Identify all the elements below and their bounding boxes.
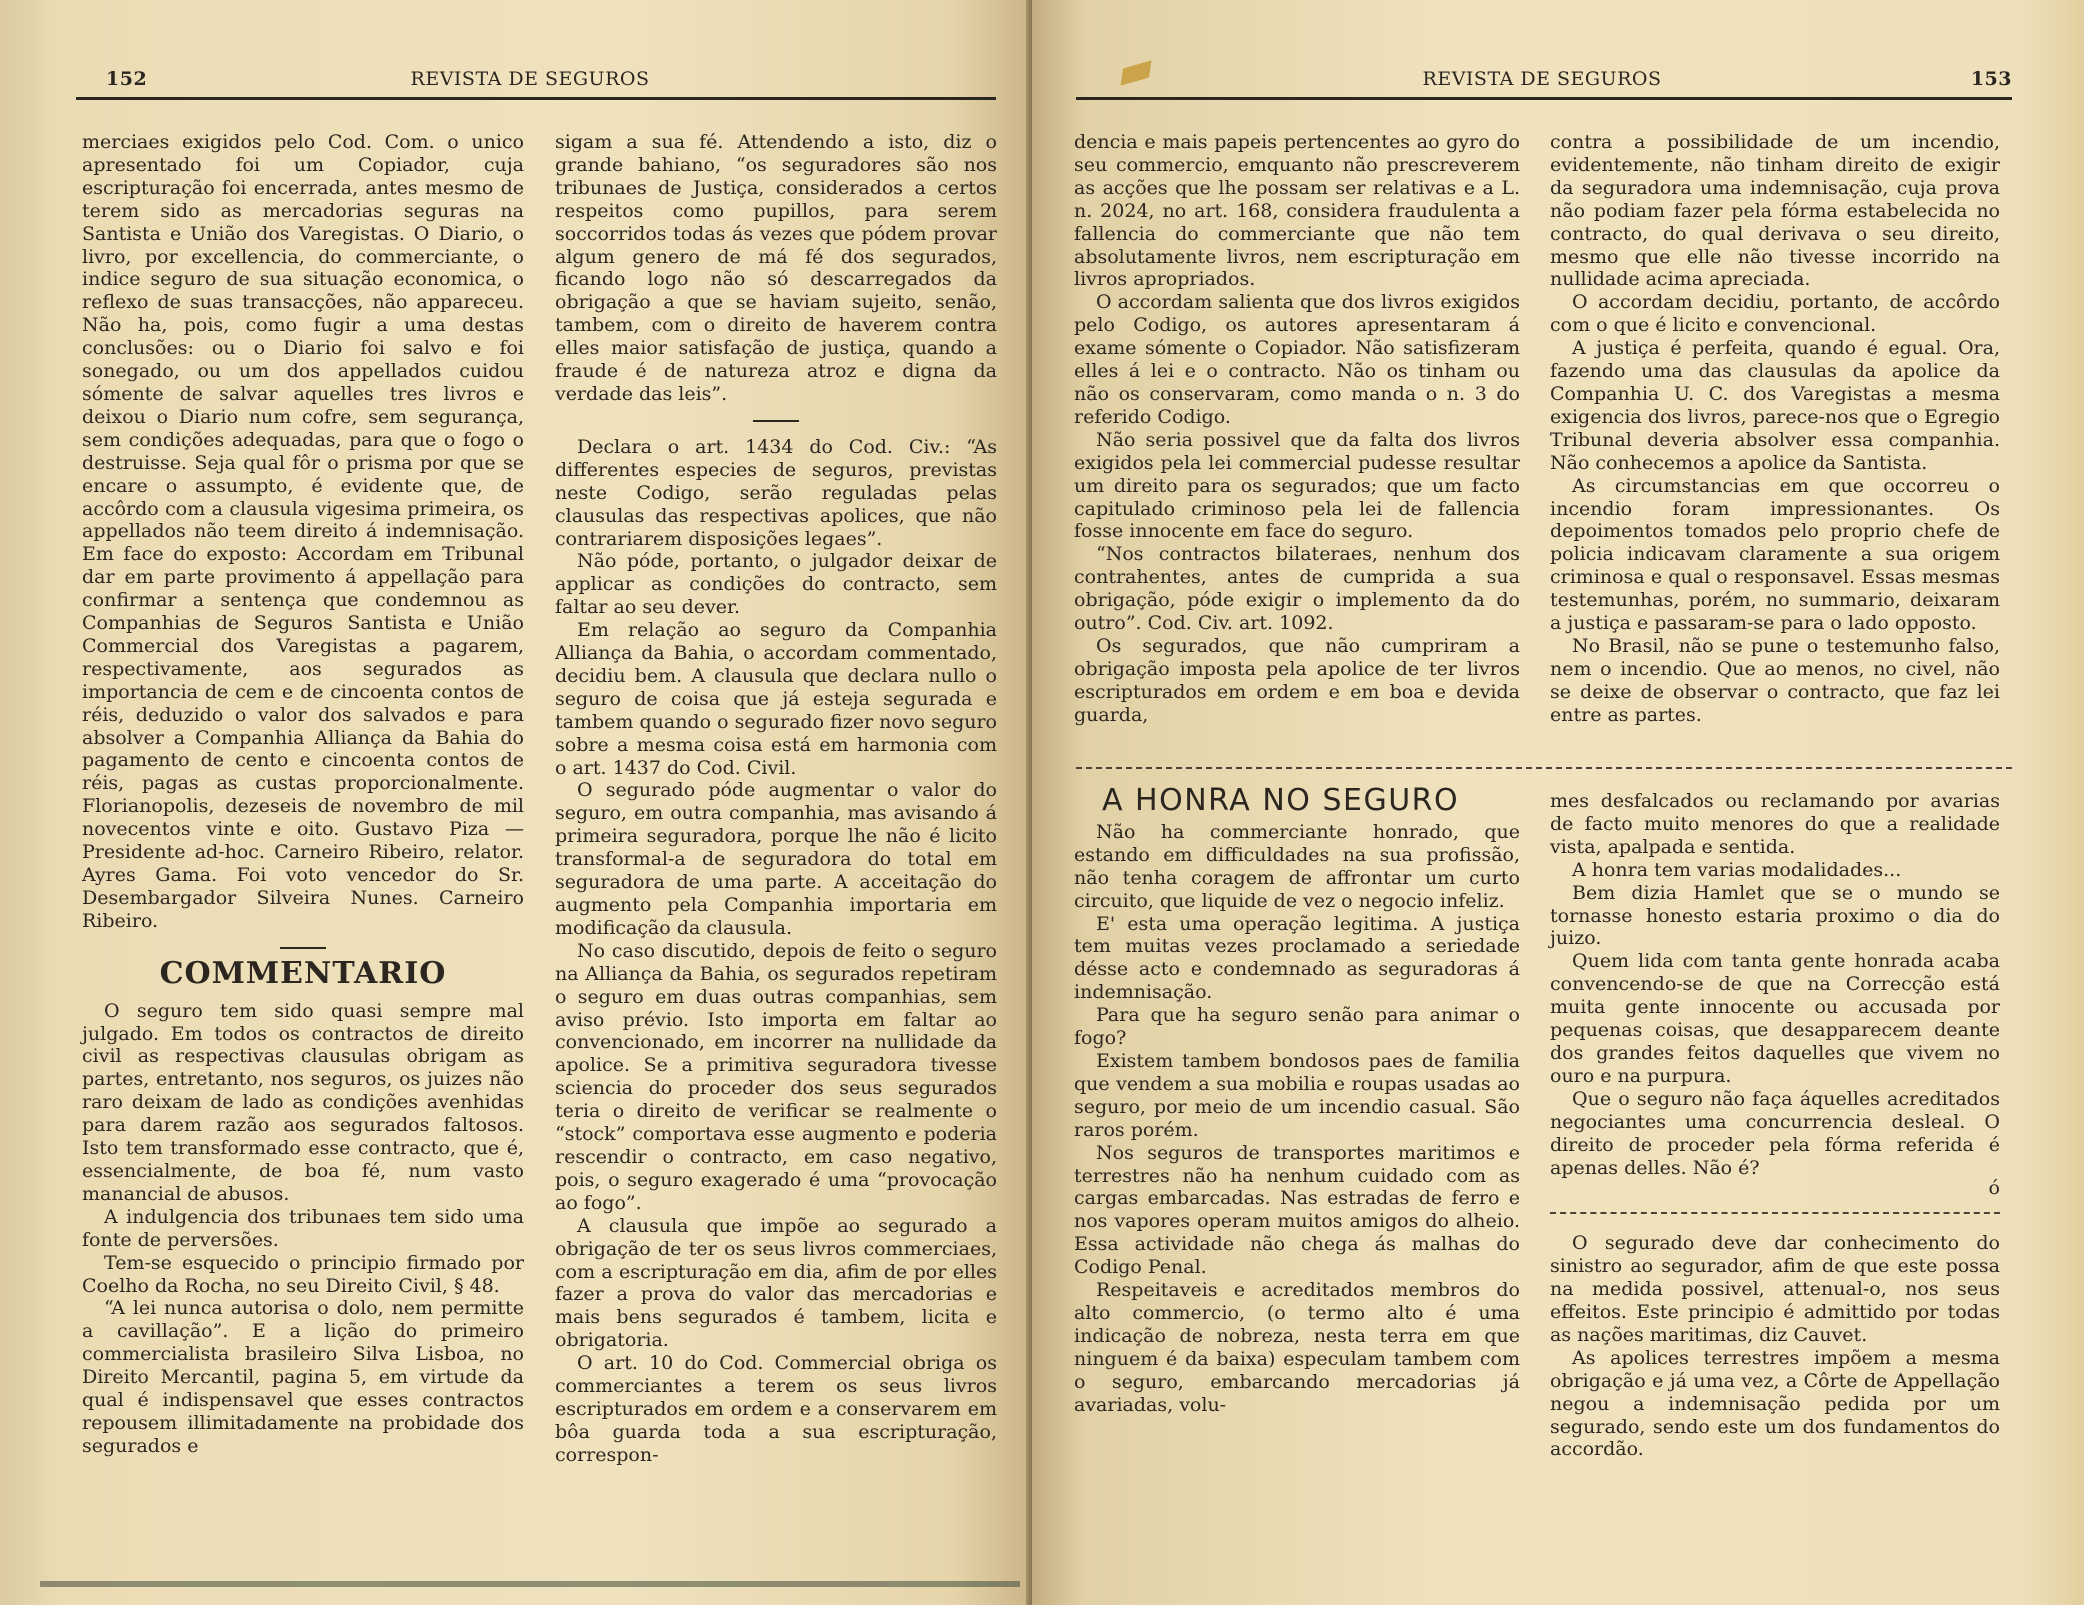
commentary-paragraph: Declara o art. 1434 do Cod. Civ.: “As differentes especies de seguros, previstas neste Codigo, serão reguladas pelas clausulas das respectivas apolices, que não contrariarem disposições legaes”. bbox=[555, 435, 997, 550]
honra-paragraph: Respeitaveis e acreditados membros do alto commercio, (o termo alto é uma indicação de nobreza, nesta terra em que ninguem é da baixa) especulam tambem com o seguro, embarcando mercadorias já avariadas, volu- bbox=[1074, 1279, 1520, 1416]
commentary-paragraph: Os segurados, que não cumpriram a obrigação imposta pela apolice de ter livros escripturados em ordem e em boa e devida guarda, bbox=[1074, 634, 1520, 726]
right-column-1 bbox=[1074, 131, 1520, 727]
left-header-rule bbox=[76, 97, 996, 100]
honra-paragraph: Bem dizia Hamlet que se o mundo se tornasse honesto estaria proximo o dia do juizo. bbox=[1550, 881, 2000, 950]
continued-paragraph: sigam a sua fé. Attendendo a isto, diz o grande bahiano, “os seguradores são nos tribunaes de Justiça, considerados a certos respeitos como pupillos, para serem soccorridos todas ás vezes que pódem provar algum genero de má fé dos segurados, ficando logo não só descarregados da obrigação a que se haviam sujeito, senão, tambem, com o direito de haverem contra elles maior satisfação de justiça, quando a fraude é de natureza atroz e digna da verdade das leis”. bbox=[555, 131, 997, 405]
left-column-2 bbox=[555, 131, 997, 1467]
honra-paragraph: Não ha commerciante honrado, que estando em difficuldades na sua profissão, não tenha coragem de affrontar um curto circuito, que liquide de vez o negocio infeliz. bbox=[1074, 820, 1520, 912]
commentary-paragraph: O art. 10 do Cod. Commercial obriga os commerciantes a terem os seus livros escripturados em ordem e a conservarem em bôa guarda toda a sua escripturação, correspon- bbox=[555, 1352, 997, 1466]
commentary-paragraph: A justiça é perfeita, quando é egual. Ora, fazendo uma das clausulas da apolice da Companhia U. C. dos Varegistas a mesma exigencia dos livros, parece-nos que o Egregio Tribunal deveria absolver essa companhia. Não conhecemos a apolice da Santista. bbox=[1550, 337, 2000, 474]
section-separator bbox=[753, 420, 799, 422]
commentary-paragraph: contra a possibilidade de um incendio, evidentemente, não tinham direito de exigir da seguradora uma indemnisação, cuja prova não podiam fazer pela fórma estabelecida no contracto, do qual derivava o seu direito, mesmo que elle não tivesse incorrido na nullidade acima apreciada. bbox=[1550, 131, 2000, 291]
honra-paragraph: mes desfalcados ou reclamando por avarias de facto muito menores do que a realidade vista, apalpada e sentida. bbox=[1550, 790, 2000, 858]
commentary-paragraph: O segurado póde augmentar o valor do seguro, em outra companhia, mas avisando á primeira seguradora, porque lhe não é licito transformal-a de seguradora do total em seguradora de uma parte. A acceitação do augmento pela Companhia importaria em modificação da clausula. bbox=[555, 779, 997, 939]
left-header-title: REVISTA DE SEGUROS bbox=[410, 68, 650, 90]
commentary-paragraph: Tem-se esquecido o principio firmado por Coelho da Rocha, no seu Direito Civil, § 48. bbox=[82, 1251, 524, 1297]
section-divider bbox=[1076, 767, 2012, 769]
section-separator bbox=[280, 947, 326, 949]
section-divider bbox=[1550, 1212, 2000, 1214]
commentary-paragraph: Em relação ao seguro da Companhia Alliança da Bahia, o accordam commentado, decidiu bem. A clausula que declara nullo o seguro de coisa que já esteja segurada e tambem quando o segurado fizer novo seguro sobre a mesma coisa está em harmonia com o art. 1437 do Cod. Civil. bbox=[555, 619, 997, 779]
left-page bbox=[0, 0, 1032, 1605]
binding-edge bbox=[40, 1581, 1020, 1587]
commentary-paragraph: O seguro tem sido quasi sempre mal julgado. Em todos os contractos de direito civil as respectivas clausulas obrigam as partes, entretanto, nos seguros, os juizes não raro deixam de lado as condições avenhidas para darem razão aos segurados faltosos. Isto tem transformado esse contracto, que é, essencialmente, de boa fé, num vasto manancial de abusos. bbox=[82, 999, 524, 1205]
right-page-number: 153 bbox=[1970, 68, 2012, 90]
honra-paragraph: Nos seguros de transportes maritimos e terrestres não ha nenhum cuidado com as cargas embarcadas. Nas estradas de ferro e nos vapores operam muitos amigos do alheio. Essa actividade não chega ás malhas do Codigo Penal. bbox=[1074, 1141, 1520, 1279]
commentary-paragraph: A clausula que impõe ao segurado a obrigação de ter os seus livros commerciaes, com a escripturação em dia, afim de por elles fazer a prova do valor das mercadorias e mais bens segurados é tambem, licita e obrigatoria. bbox=[555, 1214, 997, 1352]
commentary-paragraph: No caso discutido, depois de feito o seguro na Alliança da Bahia, os segurados repetiram o seguro em duas outras companhias, sem aviso prévio. Isto importa em faltar ao convencionado, em incorrer na nullidade da apolice. Se a primitiva seguradora tivesse sciencia do proceder dos seus segurados teria o direito de verificar se realmente o “stock” comportava esse augmento e poderia rescendir o contracto, em caso negativo, pois, o seguro exagerado é uma “provocação ao fogo”. bbox=[555, 939, 997, 1214]
honra-heading: A HONRA NO SEGURO bbox=[1102, 783, 1460, 818]
commentary-paragraph: O accordam decidiu, portanto, de accôrdo com o que é licito e convencional. bbox=[1550, 291, 2000, 337]
left-column-1 bbox=[82, 131, 524, 1458]
commentary-paragraph: “Nos contractos bilateraes, nenhum dos contrahentes, antes de cumprida a sua obrigação, póde exigir o implemento da do outro”. Cod. Civ. art. 1092. bbox=[1074, 543, 1520, 635]
honra-paragraph: A honra tem varias modalidades... bbox=[1572, 858, 1902, 881]
sinistro-paragraph: As apolices terrestres impõem a mesma obrigação e já uma vez, a Côrte de Appellação negou a indemnisação pedida por um segurado, sendo este um dos fundamentos do accordão. bbox=[1550, 1346, 2000, 1461]
right-column-2 bbox=[1550, 131, 2000, 727]
commentary-paragraph: Não seria possivel que da falta dos livros exigidos pela lei commercial pudesse resultar um direito para os segurados; que um facto capitulado criminoso pela lei de fallencia fosse innocente em face do seguro. bbox=[1074, 428, 1520, 543]
accordam-text: merciaes exigidos pelo Cod. Com. o unico apresentado foi um Copiador, cuja escripturação foi encerrada, antes mesmo de terem sido as mercadorias seguras na Santista e União dos Varegistas. O Diario, o livro, por excellencia, do commerciante, o indice seguro de sua situação economica, o reflexo de suas transacções, não appareceu. Não ha, pois, como fugir a uma destas conclusões: ou o Diario foi salvo e foi sonegado, ou um dos appellados cuidou sómente de salvar aquelles tres livros e deixou o Diario num cofre, sem segurança, sem condições adequadas, para que o fogo o destruisse. Seja qual fôr o prisma por que se encare o assumpto, é evidente que, de accôrdo com a clausula vigesima primeira, os appellados não teem direito á indemnisação. Em face do exposto: Accordam em Tribunal dar em parte provimento á appellação para confirmar a sentença que condemnou as Companhias de Seguros Santista e União Commercial dos Varegistas a pagarem, respectivamente, aos segurados as importancia de cem e de cincoenta contos de réis, deduzido o valor dos salvados e para absolver a Companhia Alliança da Bahia do pagamento de cento e cincoenta contos de réis, pagas as custas proporcionalmente. Florianopolis, dezeseis de novembro de mil novecentos vinte e oito. Gustavo Piza — Presidente ad-hoc. Carneiro Ribeiro, relator. Ayres Gama. Foi voto vencedor do Sr. Desembargador Silveira Nunes. Carneiro Ribeiro. bbox=[82, 131, 524, 932]
commentary-heading: COMMENTARIO bbox=[159, 955, 447, 991]
honra-paragraph: Quem lida com tanta gente honrada acaba convencendo-se de que na Correcção está muita gente innocente ou accusada por pequenas coisas, que desapparecem deante dos grandes feitos daquelles que vivem no ouro e na purpura. bbox=[1550, 950, 2000, 1087]
left-page-header bbox=[80, 68, 980, 98]
right-header-rule bbox=[1076, 97, 2012, 100]
honra-paragraph: E' esta uma operação legitima. A justiça tem muitas vezes proclamado a seriedade désse acto e condemnado as seguradoras á indemnisação. bbox=[1074, 912, 1520, 1004]
commentary-paragraph: A indulgencia dos tribunaes tem sido uma fonte de perversões. bbox=[82, 1205, 524, 1251]
left-page-number: 152 bbox=[106, 68, 148, 90]
commentary-paragraph: As circumstancias em que occorreu o incendio foram impressionantes. Os depoimentos tomados pelo proprio chefe de policia indicavam claramente a sua origem criminosa e qual o responsavel. Essas mesmas testemunhas, porém, no summario, deixaram a justiça e passaram-se para o lado opposto. bbox=[1550, 474, 2000, 635]
honra-paragraph: Existem tambem bondosos paes de familia que vendem a sua mobilia e roupas usadas ao seguro, por meio de um incendio casual. São raros porém. bbox=[1074, 1049, 1520, 1141]
honra-column-1 bbox=[1074, 783, 1520, 1416]
honra-paragraph: Que o seguro não faça áquelles acreditados negociantes uma concurrencia desleal. O direito de proceder pela fórma referida é apenas delles. Não é? bbox=[1550, 1087, 2000, 1179]
commentary-paragraph: dencia e mais papeis pertencentes ao gyro do seu commercio, emquanto não prescreverem as acções que lhe possam ser relativas e a L. n. 2024, no art. 168, considera fraudulenta a fallencia do commerciante que não tem absolutamente livros, nem escripturação em livros apropriados. bbox=[1074, 131, 1520, 291]
right-page-header bbox=[1072, 68, 2012, 98]
commentary-paragraph: “A lei nunca autorisa o dolo, nem permitte a cavillação”. E a lição do primeiro commercialista brasileiro Silva Lisboa, no Direito Mercantil, pagina 5, em virtude da qual é indispensavel que esses contractos repousem illimitadamente na probidade dos segurados e bbox=[82, 1297, 524, 1457]
commentary-paragraph: O accordam salienta que dos livros exigidos pelo Codigo, os autores apresentaram á exame sómente o Copiador. Não satisfizeram elles á lei e o contracto. Não os tinham ou não os conservaram, como manda o n. 3 do referido Codigo. bbox=[1074, 291, 1520, 428]
honra-paragraph: Para que ha seguro senão para animar o fogo? bbox=[1074, 1004, 1520, 1050]
honra-column-2 bbox=[1550, 790, 2000, 1461]
commentary-paragraph: Não póde, portanto, o julgador deixar de applicar as condições do contracto, sem faltar ao seu dever. bbox=[555, 550, 997, 619]
right-page bbox=[1032, 0, 2084, 1605]
commentary-paragraph: No Brasil, não se pune o testemunho falso, nem o incendio. Que ao menos, no civel, não se deixe de observar o contracto, que faz lei entre as partes. bbox=[1550, 634, 2000, 726]
right-header-title: REVISTA DE SEGUROS bbox=[1422, 68, 1662, 90]
sinistro-paragraph: O segurado deve dar conhecimento do sinistro ao segurador, afim de que este possa na medida possivel, attenual-o, nos seus effeitos. Este principio é admittido por todas as nações maritimas, diz Cauvet. bbox=[1550, 1232, 2000, 1346]
honra-signature: ó bbox=[1988, 1177, 2000, 1200]
